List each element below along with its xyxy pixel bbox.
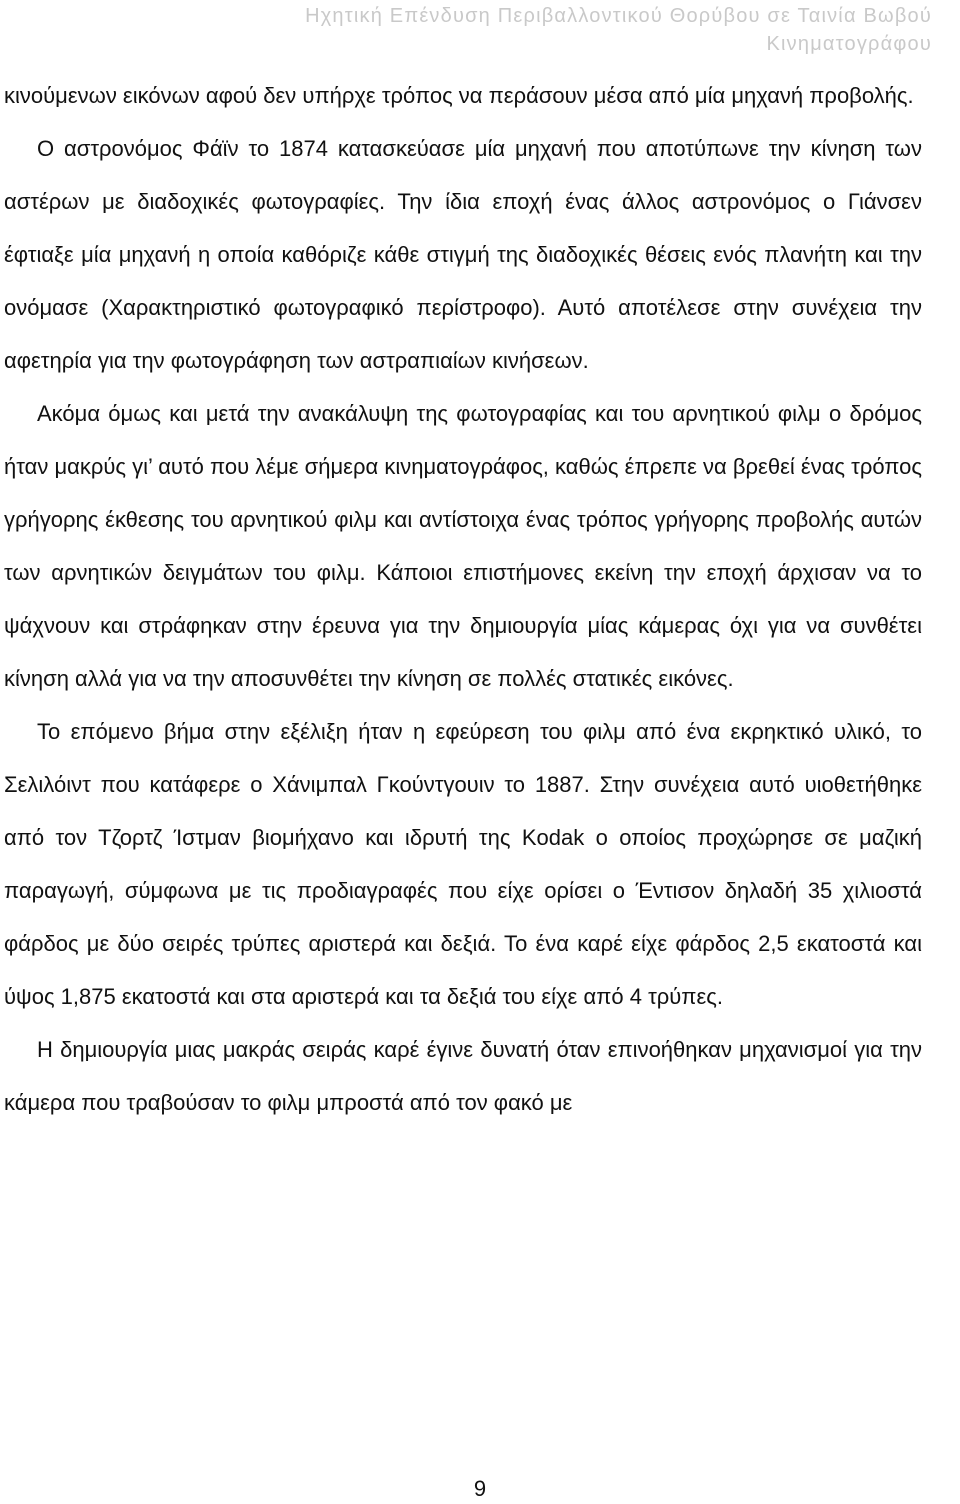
running-header	[72, 2, 932, 58]
paragraph: κινούμενων εικόνων αφού δεν υπήρχε τρόπος να περάσουν μέσα από μία μηχανή προβολής.	[4, 83, 914, 108]
paragraph: Η δημιουργία μιας μακράς σειράς καρέ έγινε δυνατή όταν επινοήθηκαν μηχανισμοί για την κάμερα που τραβούσαν το φιλμ μπροστά από τον φακό με	[4, 1037, 922, 1115]
paragraph: Ακόμα όμως και μετά την ανακάλυψη της φωτογραφίας και του αρνητικού φιλμ ο δρόμος ήταν μακρύς γι’ αυτό που λέμε σήμερα κινηματογράφος, καθώς έπρεπε να βρεθεί ένας τρόπος γρήγορης έκθεσης του αρνητικού φιλμ και αντίστοιχα ένας τρόπος γρήγορης προβολής αυτών των αρνητικών δειγμάτων του φιλμ. Κάποιοι επιστήμονες εκείνη την εποχή άρχισαν να το ψάχνουν και στράφηκαν στην έρευνα για την δημιουργία μίας κάμερας όχι για να συνθέτει κίνηση αλλά για να την αποσυνθέτει την κίνηση σε πολλές στατικές εικόνες.	[4, 401, 922, 691]
page-number: 9	[473, 1476, 487, 1501]
page-body	[4, 69, 922, 1129]
running-header-line-1: Ηχητική Επένδυση Περιβαλλοντικού Θορύβου σε Ταινία Βωβού	[305, 5, 932, 27]
paragraph: Το επόμενο βήμα στην εξέλιξη ήταν η εφεύρεση του φιλμ από ένα εκρηκτικό υλικό, το Σελιλόιντ που κατάφερε ο Χάνιμπαλ Γκούντγουιν το 1887. Στην συνέχεια αυτό υιοθετήθηκε από τον Τζορτζ Ίστμαν βιομήχανο και ιδρυτή της Kodak ο οποίος προχώρησε σε μαζική παραγωγή, σύμφωνα με τις προδιαγραφές που είχε ορίσει ο Έντισον δηλαδή 35 χιλιοστά φάρδος με δύο σειρές τρύπες αριστερά και δεξιά. Το ένα καρέ είχε φάρδος 2,5 εκατοστά και ύψος 1,875 εκατοστά και στα αριστερά και τα δεξιά του είχε από 4 τρύπες.	[4, 719, 922, 1009]
running-header-line-2: Κινηματογράφου	[766, 33, 932, 55]
paragraph: Ο αστρονόμος Φάϊν το 1874 κατασκεύασε μία μηχανή που αποτύπωνε την κίνηση των αστέρων με διαδοχικές φωτογραφίες. Την ίδια εποχή ένας άλλος αστρονόμος ο Γιάνσεν έφτιαξε μία μηχανή η οποία καθόριζε κάθε στιγμή της διαδοχικές θέσεις ενός πλανήτη και την ονόμασε (Χαρακτηριστικό φωτογραφικό περίστροφο). Αυτό αποτέλεσε στην συνέχεια την αφετηρία για την φωτογράφηση των αστραπιαίων κινήσεων.	[4, 136, 922, 373]
